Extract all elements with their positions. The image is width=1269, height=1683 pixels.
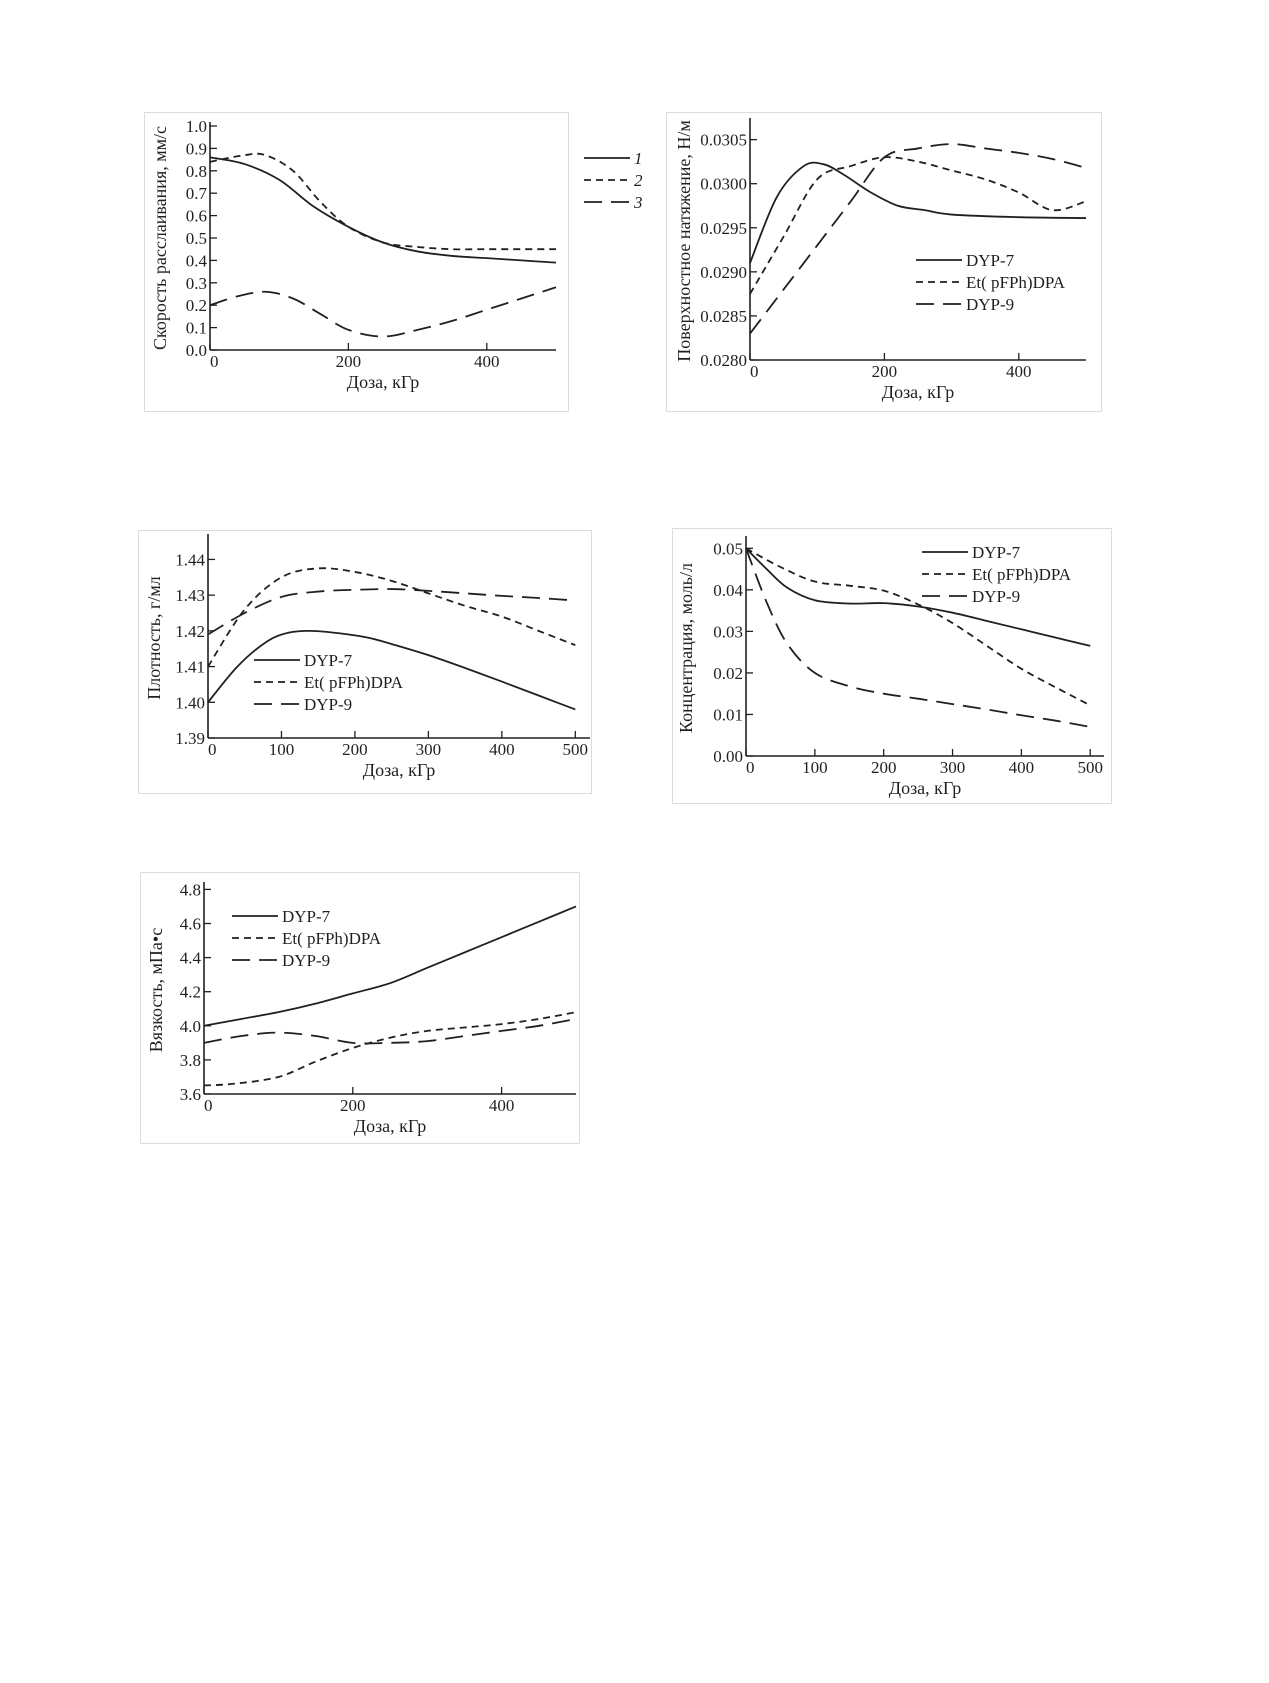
x-tick-label: 200 [871,362,898,381]
series-line-3 [750,144,1086,334]
y-axis-title: Вязкость, мПа•с [146,927,166,1053]
y-tick-label: 0.7 [185,184,207,204]
series-line-1 [750,163,1086,263]
x-tick-label: 500 [562,740,589,759]
x-tick-label: 100 [802,758,828,777]
y-tick-label: 0.0280 [700,351,747,370]
y-tick-label: 0.4 [185,251,207,271]
legend-label: DYP-9 [972,587,1021,606]
series-line-2 [208,568,575,666]
x-axis-title: Доза, кГр [346,372,420,392]
y-tick-label: 0.0285 [700,306,747,326]
chart-separation-rate [144,112,643,412]
y-tick-label: 0.04 [713,580,743,600]
x-tick-label: 400 [1006,362,1032,381]
x-tick-label: 200 [335,352,362,371]
y-tick-label: 1.44 [175,550,205,570]
legend-label: 3 [634,193,643,212]
chart-surface-tension [666,112,1102,412]
legend-label: Et( pFPh)DPA [282,929,382,948]
series-line-2 [204,1012,576,1085]
y-tick-label: 0.03 [713,622,743,642]
chart-svg [672,528,1112,804]
x-axis-title: Доза, кГр [353,1116,427,1136]
y-tick-label: 0.0305 [700,130,747,150]
legend-label: DYP-7 [972,543,1021,562]
y-tick-label: 4.4 [179,948,201,968]
y-tick-label: 4.8 [179,880,201,900]
y-tick-label: 0.8 [185,161,207,181]
legend-label: DYP-9 [282,951,331,970]
x-tick-label: 0 [204,1096,213,1115]
y-tick-label: 1.40 [175,693,205,713]
y-tick-label: 1.42 [175,621,205,641]
x-axis-title: Доза, кГр [881,382,955,402]
legend-label: Et( pFPh)DPA [972,565,1072,584]
y-tick-label: 0.3 [185,273,207,293]
x-tick-label: 0 [750,362,759,381]
x-tick-label: 400 [489,740,515,759]
x-tick-label: 200 [342,740,368,759]
y-tick-label: 4.6 [179,914,201,934]
x-tick-label: 100 [268,740,295,759]
x-tick-label: 400 [474,352,500,371]
y-tick-label: 0.0 [185,341,207,360]
y-tick-label: 0.6 [185,206,207,226]
chart-concentration [672,528,1112,804]
series-line-1 [208,631,575,710]
x-axis-title: Доза, кГр [362,760,436,780]
y-tick-label: 0.02 [713,663,743,683]
y-tick-label: 0.05 [713,539,743,559]
series-line-2 [210,154,556,250]
y-tick-label: 0.9 [185,139,207,159]
y-tick-label: 0.00 [713,747,743,766]
y-tick-label: 0.0290 [700,262,747,282]
y-tick-label: 0.0300 [700,174,747,194]
x-tick-label: 300 [415,740,442,759]
y-tick-label: 0.2 [185,296,207,316]
y-axis-title: Плотность, г/мл [144,576,164,700]
y-tick-label: 1.39 [175,729,205,748]
y-tick-label: 4.0 [179,1016,201,1036]
x-tick-label: 0 [746,758,755,777]
legend-label: DYP-9 [304,695,353,714]
y-tick-label: 3.6 [179,1085,201,1104]
x-tick-label: 400 [1008,758,1035,777]
y-axis-title: Поверхностное натяжение, Н/м [674,120,694,362]
chart-svg [138,530,592,794]
legend-label: Et( pFPh)DPA [966,273,1066,292]
chart-viscosity [140,872,580,1144]
chart-density [138,530,592,794]
x-axis-title: Доза, кГр [888,778,962,798]
series-line-3 [208,589,575,634]
x-tick-label: 0 [210,352,219,371]
y-tick-label: 4.2 [179,982,201,1002]
series-line-1 [204,906,576,1025]
y-axis-title: Скорость расслаивания, мм/с [150,126,170,350]
y-tick-label: 0.01 [713,705,743,725]
y-tick-label: 3.8 [179,1050,201,1070]
chart-svg [140,872,580,1144]
x-tick-label: 200 [870,758,897,777]
x-tick-label: 0 [208,740,217,759]
y-axis-title: Концентрация, моль/л [676,563,696,733]
legend-label: DYP-9 [966,295,1015,314]
y-tick-label: 1.41 [175,657,205,677]
y-tick-label: 0.1 [185,318,207,338]
y-tick-label: 0.5 [185,229,207,248]
x-tick-label: 400 [488,1096,515,1115]
legend-label: DYP-7 [966,251,1015,270]
x-tick-label: 200 [340,1096,366,1115]
x-tick-label: 300 [939,758,966,777]
legend-label: Et( pFPh)DPA [304,673,404,692]
y-tick-label: 1.43 [175,586,205,606]
legend-label: DYP-7 [304,651,353,670]
series-line-1 [210,157,556,262]
series-line-3 [210,287,556,336]
legend-label: 1 [634,149,643,168]
legend-label: DYP-7 [282,907,331,926]
series-line-1 [746,548,1090,646]
chart-svg [144,112,643,412]
x-tick-label: 500 [1077,758,1103,777]
y-tick-label: 1.0 [185,117,207,136]
legend-label: 2 [634,171,643,190]
y-tick-label: 0.0295 [700,218,747,238]
chart-svg [666,112,1102,412]
